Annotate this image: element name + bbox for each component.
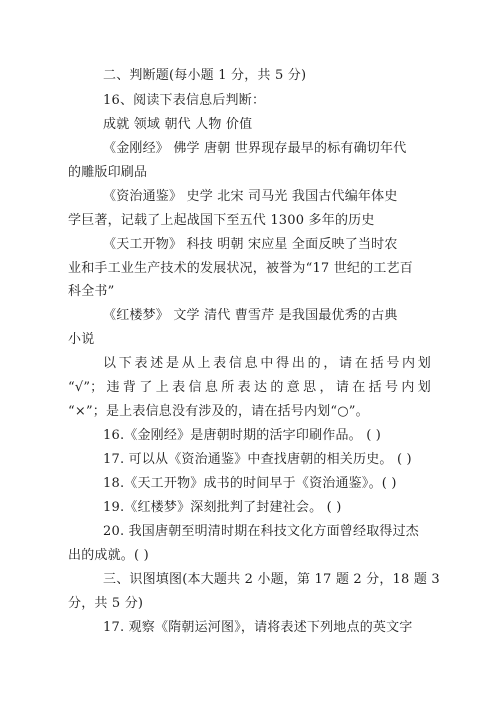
statement-20-line1: 20. 我国唐朝至明清时期在科技文化方面曾经取得过杰: [103, 524, 420, 539]
row-honglongmeng-line1: 《红楼梦》 文学 清代 曹雪芹 是我国最优秀的古典: [103, 308, 398, 323]
question-16-intro: 16、阅读下表信息后判断：: [103, 93, 266, 108]
section-3-heading-line2: 分，共 5 分): [68, 596, 144, 611]
instruction-line3: “×”；是上表信息没有涉及的，请在括号内划“○”。: [68, 404, 369, 419]
row-zizhitongjian-line2: 学巨著，记载了上起战国下至五代 1300 多年的历史: [68, 213, 375, 228]
section-2-heading: 二、判断题(每小题 1 分，共 5 分): [103, 68, 307, 83]
row-tiangongkaiwu-line1: 《天工开物》 科技 明朝 宋应星 全面反映了当时农: [103, 237, 398, 252]
instruction-line2: “√”；违背了上表信息所表达的意思，请在括号内划: [68, 380, 431, 395]
instruction-line1: 以下表述是从上表信息中得出的，请在括号内划: [103, 356, 431, 371]
statement-19: 19.《红楼梦》深刻批判了封建社会。 ( ): [103, 500, 342, 515]
statement-16: 16.《金刚经》是唐朝时期的活字印刷作品。 ( ): [103, 428, 382, 443]
statement-17: 17. 可以从《资治通鉴》中查找唐朝的相关历史。 ( ): [103, 452, 412, 467]
question-17-map: 17. 观察《隋朝运河图》，请将表述下列地点的英文字: [103, 620, 413, 635]
table-header: 成就 领域 朝代 人物 价值: [103, 117, 253, 132]
row-jingangjing-line1: 《金刚经》 佛学 唐朝 世界现存最早的标有确切年代: [103, 141, 407, 156]
statement-20-line2: 出的成就。( ): [68, 548, 149, 563]
row-honglongmeng-line2: 小说: [68, 332, 95, 347]
section-3-heading-line1: 三、识图填图(本大题共 2 小题，第 17 题 2 分，18 题 3: [103, 572, 440, 587]
row-jingangjing-line2: 的雕版印刷品: [68, 165, 148, 180]
row-zizhitongjian-line1: 《资治通鉴》 史学 北宋 司马光 我国古代编年体史: [103, 189, 398, 204]
statement-18: 18.《天工开物》成书的时间早于《资治通鉴》。( ): [103, 476, 397, 491]
row-tiangongkaiwu-line2: 业和手工业生产技术的发展状况，被誉为“17 世纪的工艺百: [68, 261, 413, 276]
row-tiangongkaiwu-line3: 科全书”: [68, 284, 115, 299]
